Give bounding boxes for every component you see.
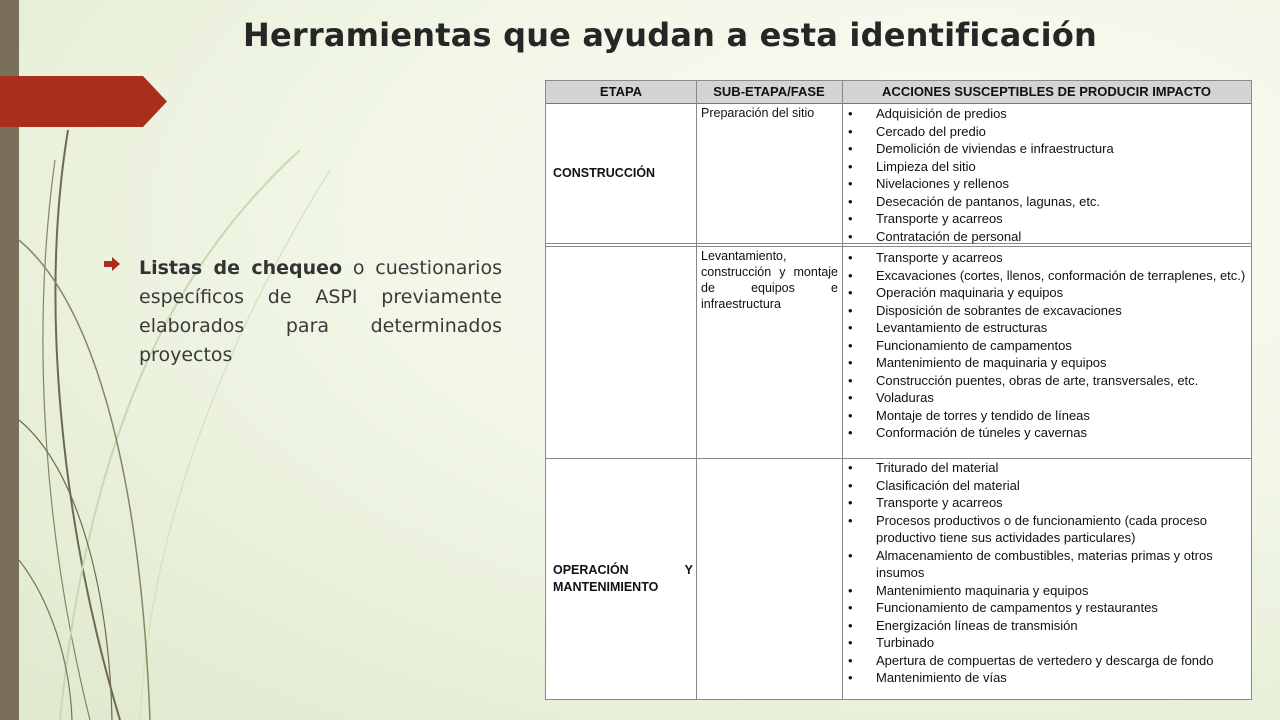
bullet-rest-text: o cuestionarios específicos de ASPI previamente elaborados para determinados proyectos [139, 257, 502, 366]
header-etapa: ETAPA [599, 84, 643, 99]
accion-item: • Conformación de túneles y cavernas [842, 424, 1247, 442]
accion-item: • Triturado del material [842, 459, 1247, 477]
sub-etapa-preparacion: Preparación del sitio [701, 106, 815, 120]
row-divider [546, 246, 1251, 247]
accion-item: • Voladuras [842, 389, 1247, 407]
accion-item: • Clasificación del material [842, 477, 1247, 495]
accion-item: • Turbinado [842, 634, 1247, 652]
accion-item: • Operación maquinaria y equipos [842, 284, 1247, 302]
accion-item: • Limpieza del sitio [842, 158, 1247, 176]
accion-item: • Desecación de pantanos, lagunas, etc. [842, 193, 1247, 211]
header-acciones: ACCIONES SUSCEPTIBLES DE PRODUCIR IMPACTO [882, 84, 1211, 99]
accion-item: • Mantenimiento maquinaria y equipos [842, 582, 1247, 600]
accion-item: • Demolición de viviendas e infraestructura [842, 140, 1247, 158]
accion-item: • Procesos productivos o de funcionamiento (cada proceso productivo tiene sus actividades particulares) [842, 512, 1247, 547]
etapa-construccion: CONSTRUCCIÓN [553, 166, 656, 180]
bullet-bold-term: Listas de chequeo [139, 257, 343, 279]
accion-item: • Montaje de torres y tendido de líneas [842, 407, 1247, 425]
sub-etapa-levantamiento: Levantamiento, construcción y montaje de equipos e infraestructura [701, 249, 838, 311]
accion-item: • Energización líneas de transmisión [842, 617, 1247, 635]
accion-item: • Transporte y acarreos [842, 210, 1247, 228]
slide-title: Herramientas que ayudan a esta identificación [242, 16, 1097, 54]
accion-item: • Contratación de personal [842, 228, 1247, 246]
bullet-text [139, 254, 502, 370]
header-sub-etapa: SUB-ETAPA/FASE [713, 84, 825, 99]
accion-item: • Mantenimiento de vías [842, 669, 1247, 687]
title-accent-tab [0, 76, 167, 127]
accion-item: • Excavaciones (cortes, llenos, conformación de terraplenes, etc.) [842, 267, 1247, 285]
acciones-list-operacion [842, 459, 1247, 687]
accion-item: • Nivelaciones y rellenos [842, 175, 1247, 193]
accion-item: • Transporte y acarreos [842, 494, 1247, 512]
etapa-operacion: OPERACIÓN Y MANTENIMIENTO [553, 563, 693, 594]
acciones-list-construccion [842, 105, 1247, 245]
accion-item: • Disposición de sobrantes de excavaciones [842, 302, 1247, 320]
accion-item: • Levantamiento de estructuras [842, 319, 1247, 337]
accion-item: • Cercado del predio [842, 123, 1247, 141]
accion-item: • Funcionamiento de campamentos y restaurantes [842, 599, 1247, 617]
accion-item: • Funcionamiento de campamentos [842, 337, 1247, 355]
accion-item: • Adquisición de predios [842, 105, 1247, 123]
accion-item: • Transporte y acarreos [842, 249, 1247, 267]
acciones-list-levantamiento [842, 249, 1247, 442]
bullet-item [104, 254, 502, 370]
arrow-bullet-icon [104, 257, 120, 271]
accion-item: • Mantenimiento de maquinaria y equipos [842, 354, 1247, 372]
accion-item: • Almacenamiento de combustibles, materias primas y otros insumos [842, 547, 1247, 582]
accion-item: • Construcción puentes, obras de arte, transversales, etc. [842, 372, 1247, 390]
table-header-row [546, 81, 1251, 104]
impact-actions-table [545, 80, 1252, 700]
accion-item: • Apertura de compuertas de vertedero y descarga de fondo [842, 652, 1247, 670]
column-divider [696, 81, 697, 699]
